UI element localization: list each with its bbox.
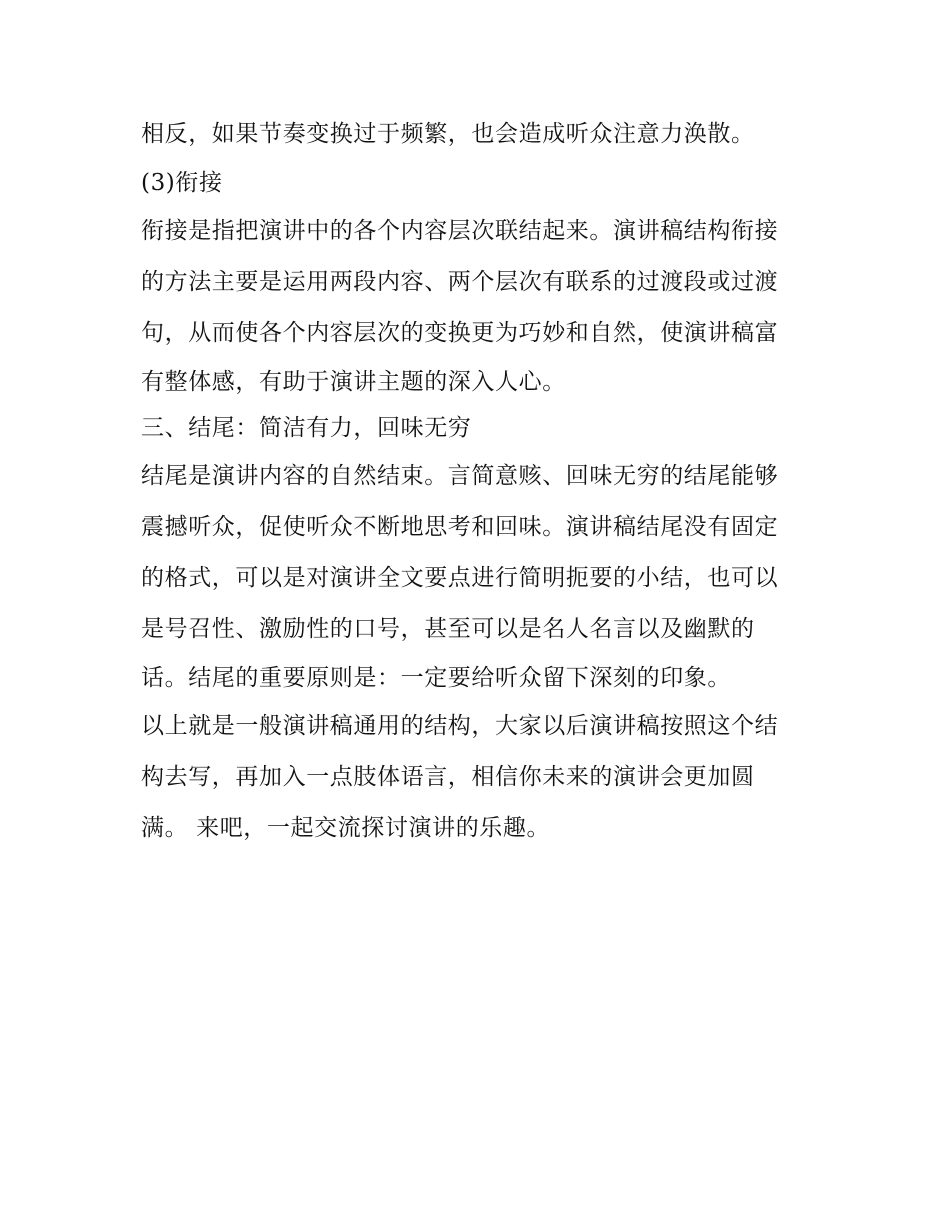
text-line: 结尾是演讲内容的自然结束。言简意赅、回味无穷的结尾能够 bbox=[141, 463, 779, 489]
text-line: 满。 来吧，一起交流探讨演讲的乐趣。 bbox=[141, 815, 551, 841]
text-line: 有整体感，有助于演讲主题的深入人心。 bbox=[141, 369, 566, 395]
text-line: 相反，如果节奏变换过于频繁，也会造成听众注意力涣散。 bbox=[141, 121, 755, 147]
section-heading: 三、结尾：简洁有力，回味无穷 bbox=[141, 415, 472, 441]
text-line: 衔接是指把演讲中的各个内容层次联结起来。演讲稿结构衔接 bbox=[141, 218, 779, 244]
text-line: 的方法主要是运用两段内容、两个层次有联系的过渡段或过渡 bbox=[141, 269, 779, 295]
text-line: 构去写，再加入一点肢体语言，相信你未来的演讲会更加圆 bbox=[141, 764, 755, 790]
section-heading: (3)衔接 bbox=[141, 170, 223, 196]
text-line: 震撼听众，促使听众不断地思考和回味。演讲稿结尾没有固定 bbox=[141, 514, 779, 540]
document-body bbox=[141, 109, 816, 854]
text-line: 是号召性、激励性的口号，甚至可以是名人名言以及幽默的 bbox=[141, 616, 755, 642]
text-line: 句，从而使各个内容层次的变换更为巧妙和自然，使演讲稿富 bbox=[141, 320, 779, 346]
text-line: 以上就是一般演讲稿通用的结构，大家以后演讲稿按照这个结 bbox=[141, 713, 779, 739]
text-line: 话。结尾的重要原则是：一定要给听众留下深刻的印象。 bbox=[141, 665, 731, 691]
text-line: 的格式，可以是对演讲全文要点进行简明扼要的小结，也可以 bbox=[141, 565, 779, 591]
